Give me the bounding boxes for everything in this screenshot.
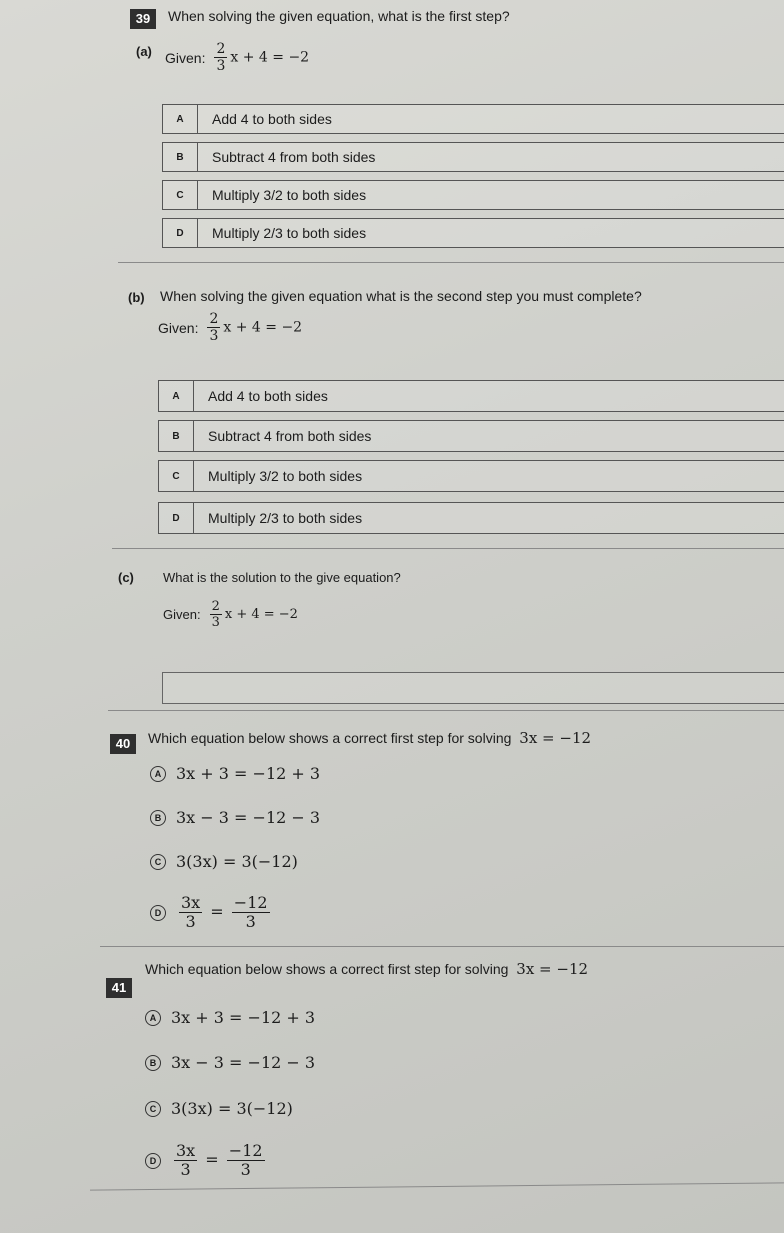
choice-letter: D — [163, 219, 198, 247]
equals-sign: = — [210, 902, 224, 921]
equation-rest: x + 4 = −2 — [230, 49, 310, 66]
part-b-given — [158, 312, 302, 343]
frac-numerator: 3x — [176, 1141, 196, 1160]
question-text: Which equation below shows a correct first step for solving — [145, 961, 509, 977]
divider — [118, 262, 784, 263]
part-a-choice-a[interactable] — [162, 104, 784, 134]
choice-expression: 3x − 3 = −12 − 3 — [171, 1053, 316, 1072]
part-b-choice-b[interactable] — [158, 420, 784, 452]
given-equation — [207, 600, 298, 629]
choice-text: Multiply 2/3 to both sides — [212, 225, 367, 241]
choice-bubble[interactable]: B — [145, 1055, 161, 1071]
frac-denominator: 3 — [185, 912, 196, 931]
question-equation: 3x = −12 — [519, 729, 592, 747]
choice-bubble[interactable]: A — [150, 766, 166, 782]
choice-letter: C — [163, 181, 198, 209]
q41-choice-a[interactable] — [145, 1008, 315, 1027]
part-a-choice-d[interactable] — [162, 218, 784, 248]
choice-bubble[interactable]: D — [145, 1153, 161, 1169]
frac-denominator: 3 — [216, 58, 226, 74]
choice-text: Multiply 3/2 to both sides — [208, 468, 363, 484]
question-text: Which equation below shows a correct first step for solving — [148, 730, 512, 746]
choice-bubble[interactable]: B — [150, 810, 166, 826]
frac-numerator: 2 — [211, 599, 220, 614]
choice-expression: 3x + 3 = −12 + 3 — [176, 764, 321, 783]
part-b-choice-a[interactable] — [158, 380, 784, 412]
question-40-text — [148, 729, 591, 747]
choice-letter: B — [163, 143, 198, 171]
part-b-question: When solving the given equation what is the second step you must complete? — [160, 288, 642, 304]
choice-expression: 3x − 3 = −12 − 3 — [176, 808, 321, 827]
choice-text: Add 4 to both sides — [212, 111, 332, 127]
choice-bubble[interactable]: A — [145, 1010, 161, 1026]
part-a-choice-b[interactable] — [162, 142, 784, 172]
frac-numerator: −12 — [228, 1141, 263, 1160]
choice-expression — [171, 1143, 268, 1178]
question-41-text — [145, 960, 588, 978]
part-a-given — [165, 42, 309, 73]
q40-choice-b-line[interactable] — [150, 808, 320, 827]
choice-text: Multiply 2/3 to both sides — [208, 510, 363, 526]
given-label: Given: — [165, 49, 206, 66]
question-39-text: When solving the given equation, what is the first step? — [168, 8, 510, 24]
given-label: Given: — [158, 319, 199, 336]
frac-denominator: 3 — [240, 1160, 251, 1179]
choice-expression — [176, 895, 273, 930]
part-a-choice-c[interactable] — [162, 180, 784, 210]
part-c-given — [163, 600, 298, 629]
equation-rest: x + 4 = −2 — [224, 607, 298, 622]
question-equation: 3x = −12 — [516, 960, 589, 978]
choice-letter: A — [159, 381, 194, 411]
equals-sign: = — [205, 1150, 219, 1169]
choice-expression: 3(3x) = 3(−12) — [171, 1099, 293, 1118]
q40-choice-c[interactable] — [150, 852, 298, 871]
frac-denominator: 3 — [180, 1160, 191, 1179]
part-b-choice-c[interactable] — [158, 460, 784, 492]
divider — [108, 710, 784, 711]
choice-expression: 3x + 3 = −12 + 3 — [171, 1008, 316, 1027]
part-b-choice-d[interactable] — [158, 502, 784, 534]
choice-text: Subtract 4 from both sides — [208, 428, 372, 444]
frac-numerator: 2 — [209, 311, 219, 327]
choice-letter: D — [159, 503, 194, 533]
equation-rest: x + 4 = −2 — [223, 319, 303, 336]
q40-choice-a[interactable] — [150, 764, 320, 783]
choice-letter: A — [163, 105, 198, 133]
frac-denominator: 3 — [211, 615, 220, 630]
part-a-label: (a) — [136, 44, 152, 59]
q41-choice-b[interactable] — [145, 1053, 315, 1072]
part-b-label: (b) — [128, 290, 145, 305]
q41-choice-d[interactable] — [145, 1143, 268, 1178]
frac-denominator: 3 — [245, 912, 256, 931]
frac-numerator: 3x — [181, 893, 201, 912]
divider — [100, 946, 784, 947]
choice-text: Subtract 4 from both sides — [212, 149, 376, 165]
choice-bubble[interactable]: D — [150, 905, 166, 921]
choice-letter: B — [159, 421, 194, 451]
choice-bubble[interactable]: C — [150, 854, 166, 870]
given-equation — [211, 42, 309, 73]
q41-choice-c[interactable] — [145, 1099, 293, 1118]
q40-choice-d[interactable] — [150, 895, 273, 930]
frac-denominator: 3 — [209, 328, 219, 344]
choice-letter: C — [159, 461, 194, 491]
frac-numerator: 2 — [216, 41, 226, 57]
divider — [90, 1182, 784, 1190]
part-c-answer-box[interactable] — [162, 672, 784, 704]
frac-numerator: −12 — [233, 893, 268, 912]
choice-expression: 3(3x) = 3(−12) — [176, 852, 298, 871]
part-c-question: What is the solution to the give equation? — [163, 570, 401, 585]
part-c-label: (c) — [118, 570, 134, 585]
question-number-40: 40 — [110, 734, 136, 754]
given-label: Given: — [163, 607, 201, 622]
divider — [112, 548, 784, 549]
question-number-39: 39 — [130, 9, 156, 29]
choice-text: Multiply 3/2 to both sides — [212, 187, 367, 203]
choice-text: Add 4 to both sides — [208, 388, 328, 404]
given-equation — [204, 312, 302, 343]
choice-bubble[interactable]: C — [145, 1101, 161, 1117]
question-number-41: 41 — [106, 978, 132, 998]
